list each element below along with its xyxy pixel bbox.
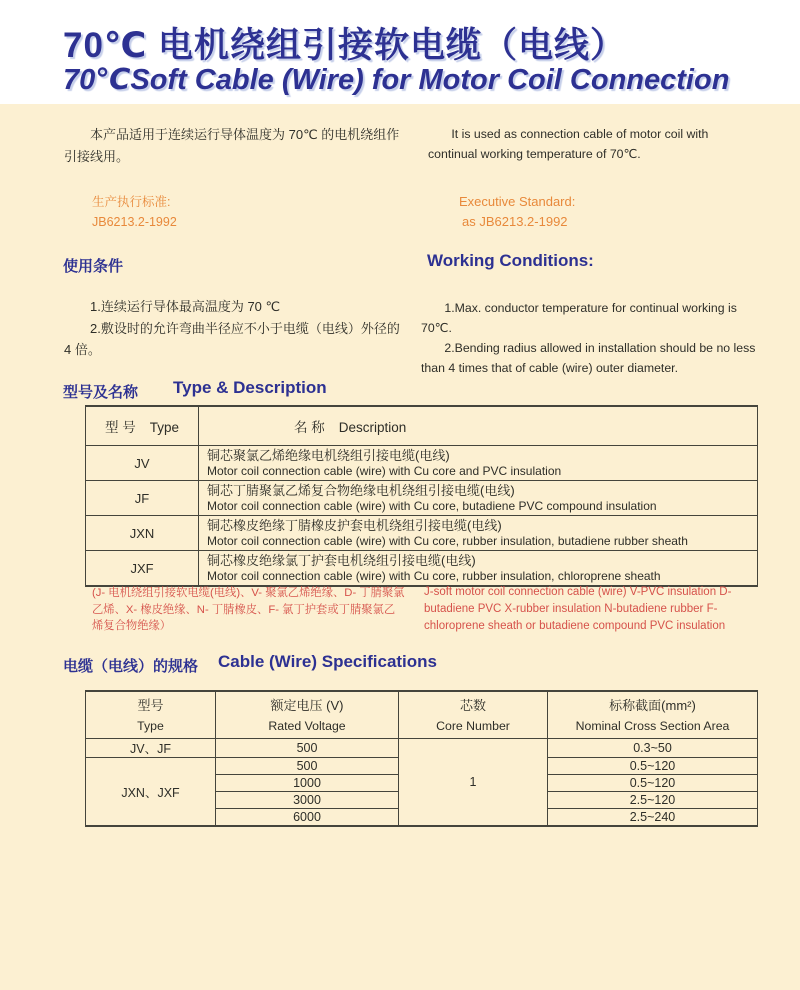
- type-table-header-row: [86, 406, 758, 446]
- page-title-en: 70℃Soft Cable (Wire) for Motor Coil Connection: [63, 64, 730, 96]
- description-cell: [199, 481, 758, 516]
- description-cell: [199, 551, 758, 587]
- type-column-header: [86, 406, 199, 446]
- spec-header-type-zh: 型号: [137, 697, 164, 713]
- intro-paragraph-en: [428, 124, 760, 164]
- type-section-heading-en: Type & Description: [173, 378, 327, 397]
- spec-section-cell: 2.5~120: [548, 792, 758, 809]
- description-zh: 铜芯橡皮绝缘氯丁护套电机绕组引接电缆(电线): [207, 552, 476, 568]
- spec-header-section: [548, 691, 758, 739]
- description-column-header: [199, 406, 758, 446]
- condition-item-zh: 1.连续运行导体最高温度为 70 ℃: [90, 299, 281, 314]
- type-column-header-zh: 型 号: [104, 420, 136, 435]
- spec-header-voltage-zh: 额定电压 (V): [270, 697, 344, 713]
- spec-header-core-en: Core Number: [436, 718, 510, 733]
- page-title-zh: 70℃ 电机绕组引接软电缆（电线）: [63, 26, 627, 65]
- spec-type-cell: JXN、JXF: [86, 758, 216, 827]
- conditions-heading-zh: 使用条件: [63, 258, 124, 275]
- executive-standard-en: [459, 192, 575, 232]
- intro-text-en: It is used as connection cable of motor coil with continual working temperature of 70℃.: [428, 127, 709, 161]
- spec-header-section-zh: 标称截面(mm²): [609, 697, 696, 713]
- type-description-table: [85, 405, 758, 587]
- condition-item-zh: 2.敷设时的允许弯曲半径应不小于电缆（电线）外径的4 倍。: [64, 320, 400, 357]
- spec-section-heading-zh: 电缆（电线）的规格: [63, 658, 199, 675]
- standard-value-zh: JB6213.2-1992: [92, 215, 177, 229]
- legend-note-en: J-soft motor coil connection cable (wire) V-PVC insulation D-butadiene PVC X-rubber insulation N-butadiene rubber F-chloroprene sheath or butadiene compound PVC insulation: [424, 586, 732, 632]
- spec-header-core-zh: 芯数: [459, 697, 486, 713]
- type-code: JV: [86, 446, 199, 481]
- spec-header-voltage: [216, 691, 399, 739]
- description-column-header-zh: 名 称: [294, 420, 325, 435]
- spec-header-core: [399, 691, 548, 739]
- condition-item-en: 1.Max. conductor temperature for continual working is 70℃.: [421, 301, 737, 335]
- spec-header-type: [86, 691, 216, 739]
- intro-paragraph-zh: [64, 124, 402, 167]
- table-row: [86, 516, 758, 551]
- legend-note-zh: (J- 电机绕组引接软电缆(电线)、V- 聚氯乙烯绝缘、D- 丁腈聚氯乙烯、X- 橡皮绝缘、N- 丁腈橡皮、F- 氯丁护套或丁腈聚氯乙烯复合物绝缘）: [92, 587, 405, 632]
- spec-header-section-en: Nominal Cross Section Area: [575, 718, 730, 733]
- standard-value-en: as JB6213.2-1992: [462, 214, 568, 229]
- type-code: JXN: [86, 516, 199, 551]
- description-zh: 铜芯橡皮绝缘丁腈橡皮护套电机绕组引接电缆(电线): [207, 517, 502, 533]
- spec-voltage-cell: 6000: [216, 809, 399, 827]
- spec-voltage-cell: 1000: [216, 775, 399, 792]
- description-en: Motor coil connection cable (wire) with Cu core and PVC insulation: [207, 463, 562, 478]
- spec-section-cell: 0.3~50: [548, 739, 758, 758]
- description-en: Motor coil connection cable (wire) with Cu core, rubber insulation, chloroprene sheath: [207, 568, 661, 583]
- type-code: JXF: [86, 551, 199, 587]
- spec-section-cell: 0.5~120: [548, 758, 758, 775]
- description-en: Motor coil connection cable (wire) with Cu core, rubber insulation, butadiene rubber sheath: [207, 533, 688, 548]
- description-zh: 铜芯丁腈聚氯乙烯复合物绝缘电机绕组引接电缆(电线): [207, 482, 515, 498]
- spec-voltage-cell: 500: [216, 739, 399, 758]
- spec-type-cell: JV、JF: [86, 739, 216, 758]
- table-row: [86, 551, 758, 587]
- description-column-header-en: Description: [338, 420, 407, 435]
- spec-row: [86, 739, 758, 758]
- spec-header-voltage-en: Rated Voltage: [268, 718, 346, 733]
- description-cell: [199, 516, 758, 551]
- description-zh: 铜芯聚氯乙烯绝缘电机绕组引接电缆(电线): [207, 447, 450, 463]
- table-row: [86, 481, 758, 516]
- description-cell: [199, 446, 758, 481]
- spec-header-type-en: Type: [137, 718, 164, 733]
- spec-section-heading-en: Cable (Wire) Specifications: [218, 652, 438, 671]
- spec-voltage-cell: 500: [216, 758, 399, 775]
- standard-label-en: Executive Standard:: [459, 194, 576, 209]
- conditions-list-zh: [64, 296, 406, 361]
- intro-text-zh: 本产品适用于连续运行导体温度为 70℃ 的电机绕组作引接线用。: [64, 127, 400, 164]
- condition-item-en: 2.Bending radius allowed in installation should be no less than 4 times that of cable (wire) outer diameter.: [421, 341, 756, 375]
- spec-core-number-cell: 1: [399, 739, 548, 827]
- type-code: JF: [86, 481, 199, 516]
- spec-section-cell: 0.5~120: [548, 775, 758, 792]
- table-row: [86, 446, 758, 481]
- description-en: Motor coil connection cable (wire) with Cu core, butadiene PVC compound insulation: [207, 498, 657, 513]
- spec-voltage-cell: 3000: [216, 792, 399, 809]
- specifications-table: [85, 690, 758, 827]
- conditions-list-en: [421, 298, 765, 378]
- standard-label-zh: 生产执行标准:: [92, 195, 171, 209]
- masthead: [0, 0, 800, 104]
- type-column-header-en: Type: [149, 420, 180, 435]
- spec-table-header-row: [86, 691, 758, 739]
- executive-standard-zh: [92, 192, 177, 232]
- spec-section-cell: 2.5~240: [548, 809, 758, 827]
- conditions-heading-en: Working Conditions:: [427, 251, 594, 270]
- type-section-heading-zh: 型号及名称: [63, 384, 139, 401]
